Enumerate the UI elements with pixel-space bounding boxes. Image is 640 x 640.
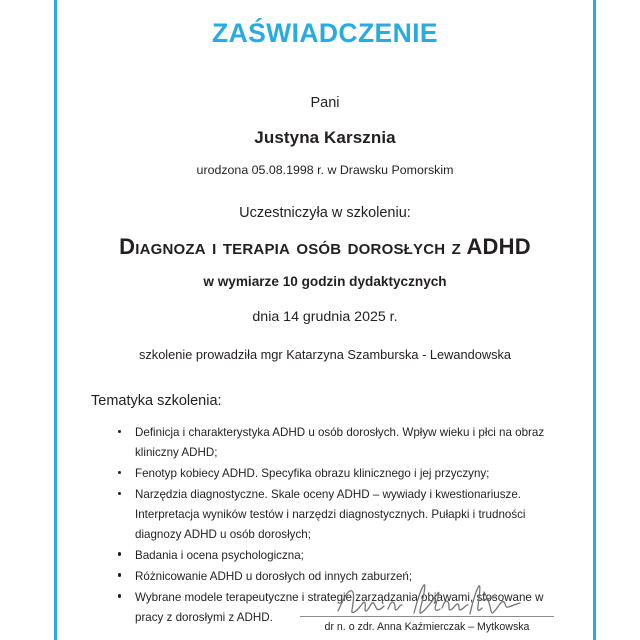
salutation-text: Pani (310, 95, 340, 112)
certificate-content (57, 0, 593, 640)
list-item-label: Różnicowanie ADHD u dorosłych od innych zaburzeń; (135, 570, 413, 584)
list-item (57, 464, 593, 484)
bullet-icon (118, 471, 121, 474)
topics-heading: Tematyka szkolenia: (91, 393, 222, 410)
right-accent-rule (593, 0, 596, 640)
course-title: Diagnoza i terapia osób dorosłych z ADHD (119, 234, 531, 260)
recipient-name: Justyna Karsznia (254, 128, 396, 148)
signatory-name: dr n. o zdr. Anna Kaźmierczak – Mytkowska (324, 621, 530, 633)
list-item (57, 485, 593, 545)
course-hours: w wymiarze 10 godzin dydaktycznych (203, 274, 447, 290)
list-item-label: Fenotyp kobiecy ADHD. Specyfika obrazu klinicznego i jej przyczyny; (135, 467, 490, 481)
list-item-label: Definicja i charakterystyka ADHD u osób dorosłych. Wpływ wieku i płci na obraz kliniczny ADHD; (135, 426, 545, 460)
course-date: dnia 14 grudnia 2025 r. (252, 309, 398, 326)
signature-block (298, 580, 556, 633)
page-title: ZAŚWIADCZENIE (211, 18, 439, 48)
bullet-icon (118, 430, 121, 433)
list-item (57, 546, 593, 566)
list-item-label: Narzędzia diagnostyczne. Skale oceny ADHD – wywiady i kwestionariusze. Interpretacja wyników testów i narzędzi diagnostycznych. Pułapki i trudności diagnozy ADHD u osób dorosłych; (135, 488, 526, 542)
bullet-icon (118, 552, 121, 555)
list-item-label: Wybrane modele terapeutyczne i strategie zarządzania objawami, stosowane w pracy z dorosłymi z ADHD. (135, 590, 544, 624)
list-item (57, 423, 593, 463)
trainer-name: szkolenie prowadziła mgr Katarzyna Szamburska - Lewandowska (139, 347, 511, 363)
bullet-icon (118, 594, 121, 597)
list-item-label: Badania i ocena psychologiczna; (135, 549, 304, 563)
bullet-icon (118, 492, 121, 495)
attendance-statement: Uczestniczyła w szkoleniu: (239, 205, 411, 222)
bullet-icon (118, 573, 121, 576)
recipient-birth-details: urodzona 05.08.1998 r. w Drawsku Pomorskim (196, 163, 454, 178)
handwritten-signature-icon (298, 580, 556, 616)
